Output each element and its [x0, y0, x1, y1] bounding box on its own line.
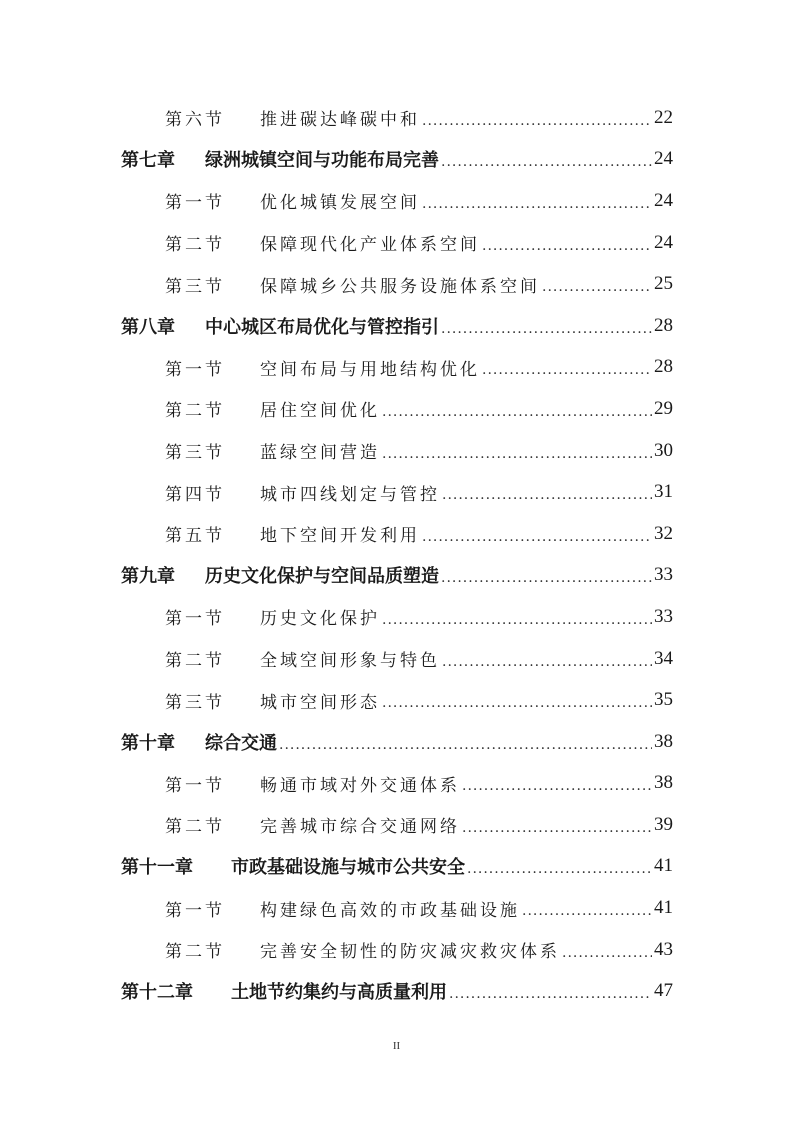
section-title: 全域空间形象与特色	[260, 651, 440, 672]
dot-leader	[522, 903, 652, 919]
chapter-title: 绿洲城镇空间与功能布局完善	[205, 150, 439, 172]
dot-leader	[482, 238, 652, 254]
section-title: 优化城镇发展空间	[260, 193, 420, 214]
page-number: 38	[654, 730, 673, 752]
dot-leader	[422, 196, 652, 212]
section-title: 城市空间形态	[260, 692, 380, 713]
section-number: 第二节	[165, 817, 225, 838]
chapter-number: 第九章	[121, 566, 175, 588]
table-of-contents	[0, 97, 793, 1012]
toc-section-entry[interactable]	[0, 180, 793, 222]
toc-chapter-entry[interactable]	[0, 305, 793, 347]
page-number: 32	[654, 522, 673, 544]
section-number: 第三节	[165, 443, 225, 464]
section-title: 完善城市综合交通网络	[260, 817, 460, 838]
page-number: 24	[654, 231, 673, 253]
toc-section-entry[interactable]	[0, 596, 793, 638]
page-number: 33	[654, 605, 673, 627]
toc-section-entry[interactable]	[0, 263, 793, 305]
chapter-title: 综合交通	[205, 732, 277, 754]
page-footer-number: II	[392, 1040, 401, 1052]
section-number: 第二节	[165, 401, 225, 422]
page-number: 38	[654, 772, 673, 794]
toc-chapter-entry[interactable]	[0, 555, 793, 597]
toc-section-entry[interactable]	[0, 679, 793, 721]
section-number: 第四节	[165, 484, 225, 505]
page-number: 47	[654, 980, 673, 1002]
page-number: 28	[654, 314, 673, 336]
section-number: 第一节	[165, 775, 225, 796]
chapter-number: 第十二章	[121, 982, 193, 1004]
dot-leader	[382, 695, 652, 711]
chapter-number: 第十一章	[121, 857, 193, 879]
toc-chapter-entry[interactable]	[0, 139, 793, 181]
toc-section-entry[interactable]	[0, 763, 793, 805]
section-title: 城市四线划定与管控	[260, 484, 440, 505]
toc-section-entry[interactable]	[0, 430, 793, 472]
page-number: 33	[654, 564, 673, 586]
section-title: 空间布局与用地结构优化	[260, 359, 480, 380]
dot-leader	[422, 113, 652, 129]
section-number: 第二节	[165, 942, 225, 963]
page-number: 35	[654, 689, 673, 711]
toc-chapter-entry[interactable]	[0, 721, 793, 763]
dot-leader	[382, 446, 652, 462]
chapter-title: 市政基础设施与城市公共安全	[231, 857, 465, 879]
chapter-title: 历史文化保护与空间品质塑造	[205, 566, 439, 588]
page-number: 24	[654, 189, 673, 211]
section-title: 保障现代化产业体系空间	[260, 235, 480, 256]
section-title: 历史文化保护	[260, 609, 380, 630]
toc-section-entry[interactable]	[0, 929, 793, 971]
toc-section-entry[interactable]	[0, 388, 793, 430]
toc-section-entry[interactable]	[0, 222, 793, 264]
page-number: 22	[654, 106, 673, 128]
section-number: 第二节	[165, 651, 225, 672]
chapter-number: 第十章	[121, 732, 175, 754]
dot-leader	[382, 404, 652, 420]
section-title: 推进碳达峰碳中和	[260, 110, 420, 131]
dot-leader	[441, 570, 652, 586]
section-number: 第一节	[165, 609, 225, 630]
toc-section-entry[interactable]	[0, 804, 793, 846]
dot-leader	[279, 737, 652, 753]
dot-leader	[442, 487, 652, 503]
chapter-number: 第七章	[121, 150, 175, 172]
dot-leader	[562, 945, 652, 961]
page-number: 25	[654, 273, 673, 295]
toc-chapter-entry[interactable]	[0, 846, 793, 888]
page-number: 43	[654, 938, 673, 960]
section-number: 第一节	[165, 193, 225, 214]
dot-leader	[441, 154, 652, 170]
page-number: 41	[654, 897, 673, 919]
dot-leader	[382, 612, 652, 628]
section-title: 蓝绿空间营造	[260, 443, 380, 464]
section-title: 居住空间优化	[260, 401, 380, 422]
section-title: 地下空间开发利用	[260, 526, 420, 547]
toc-section-entry[interactable]	[0, 638, 793, 680]
dot-leader	[482, 362, 652, 378]
section-number: 第六节	[165, 110, 225, 131]
toc-section-entry[interactable]	[0, 887, 793, 929]
page-number: 34	[654, 647, 673, 669]
chapter-title: 中心城区布局优化与管控指引	[205, 316, 439, 338]
dot-leader	[442, 654, 652, 670]
dot-leader	[441, 321, 652, 337]
section-number: 第三节	[165, 276, 225, 297]
chapter-number: 第八章	[121, 316, 175, 338]
dot-leader	[467, 861, 652, 877]
toc-chapter-entry[interactable]	[0, 970, 793, 1012]
section-number: 第一节	[165, 359, 225, 380]
section-number: 第二节	[165, 235, 225, 256]
toc-section-entry[interactable]	[0, 97, 793, 139]
toc-section-entry[interactable]	[0, 347, 793, 389]
dot-leader	[422, 529, 652, 545]
section-title: 畅通市域对外交通体系	[260, 775, 460, 796]
chapter-title: 土地节约集约与高质量利用	[231, 982, 447, 1004]
section-title: 保障城乡公共服务设施体系空间	[260, 276, 540, 297]
dot-leader	[449, 986, 652, 1002]
section-number: 第三节	[165, 692, 225, 713]
section-number: 第五节	[165, 526, 225, 547]
section-title: 完善安全韧性的防灾减灾救灾体系	[260, 942, 560, 963]
section-number: 第一节	[165, 900, 225, 921]
dot-leader	[462, 820, 652, 836]
dot-leader	[462, 778, 652, 794]
page-number: 31	[654, 481, 673, 503]
page-number: 41	[654, 855, 673, 877]
page-number: 28	[654, 356, 673, 378]
page-number: 39	[654, 813, 673, 835]
page-number: 24	[654, 148, 673, 170]
page-number: 30	[654, 439, 673, 461]
dot-leader	[542, 279, 652, 295]
toc-section-entry[interactable]	[0, 513, 793, 555]
toc-section-entry[interactable]	[0, 471, 793, 513]
section-title: 构建绿色高效的市政基础设施	[260, 900, 520, 921]
page-number: 29	[654, 397, 673, 419]
